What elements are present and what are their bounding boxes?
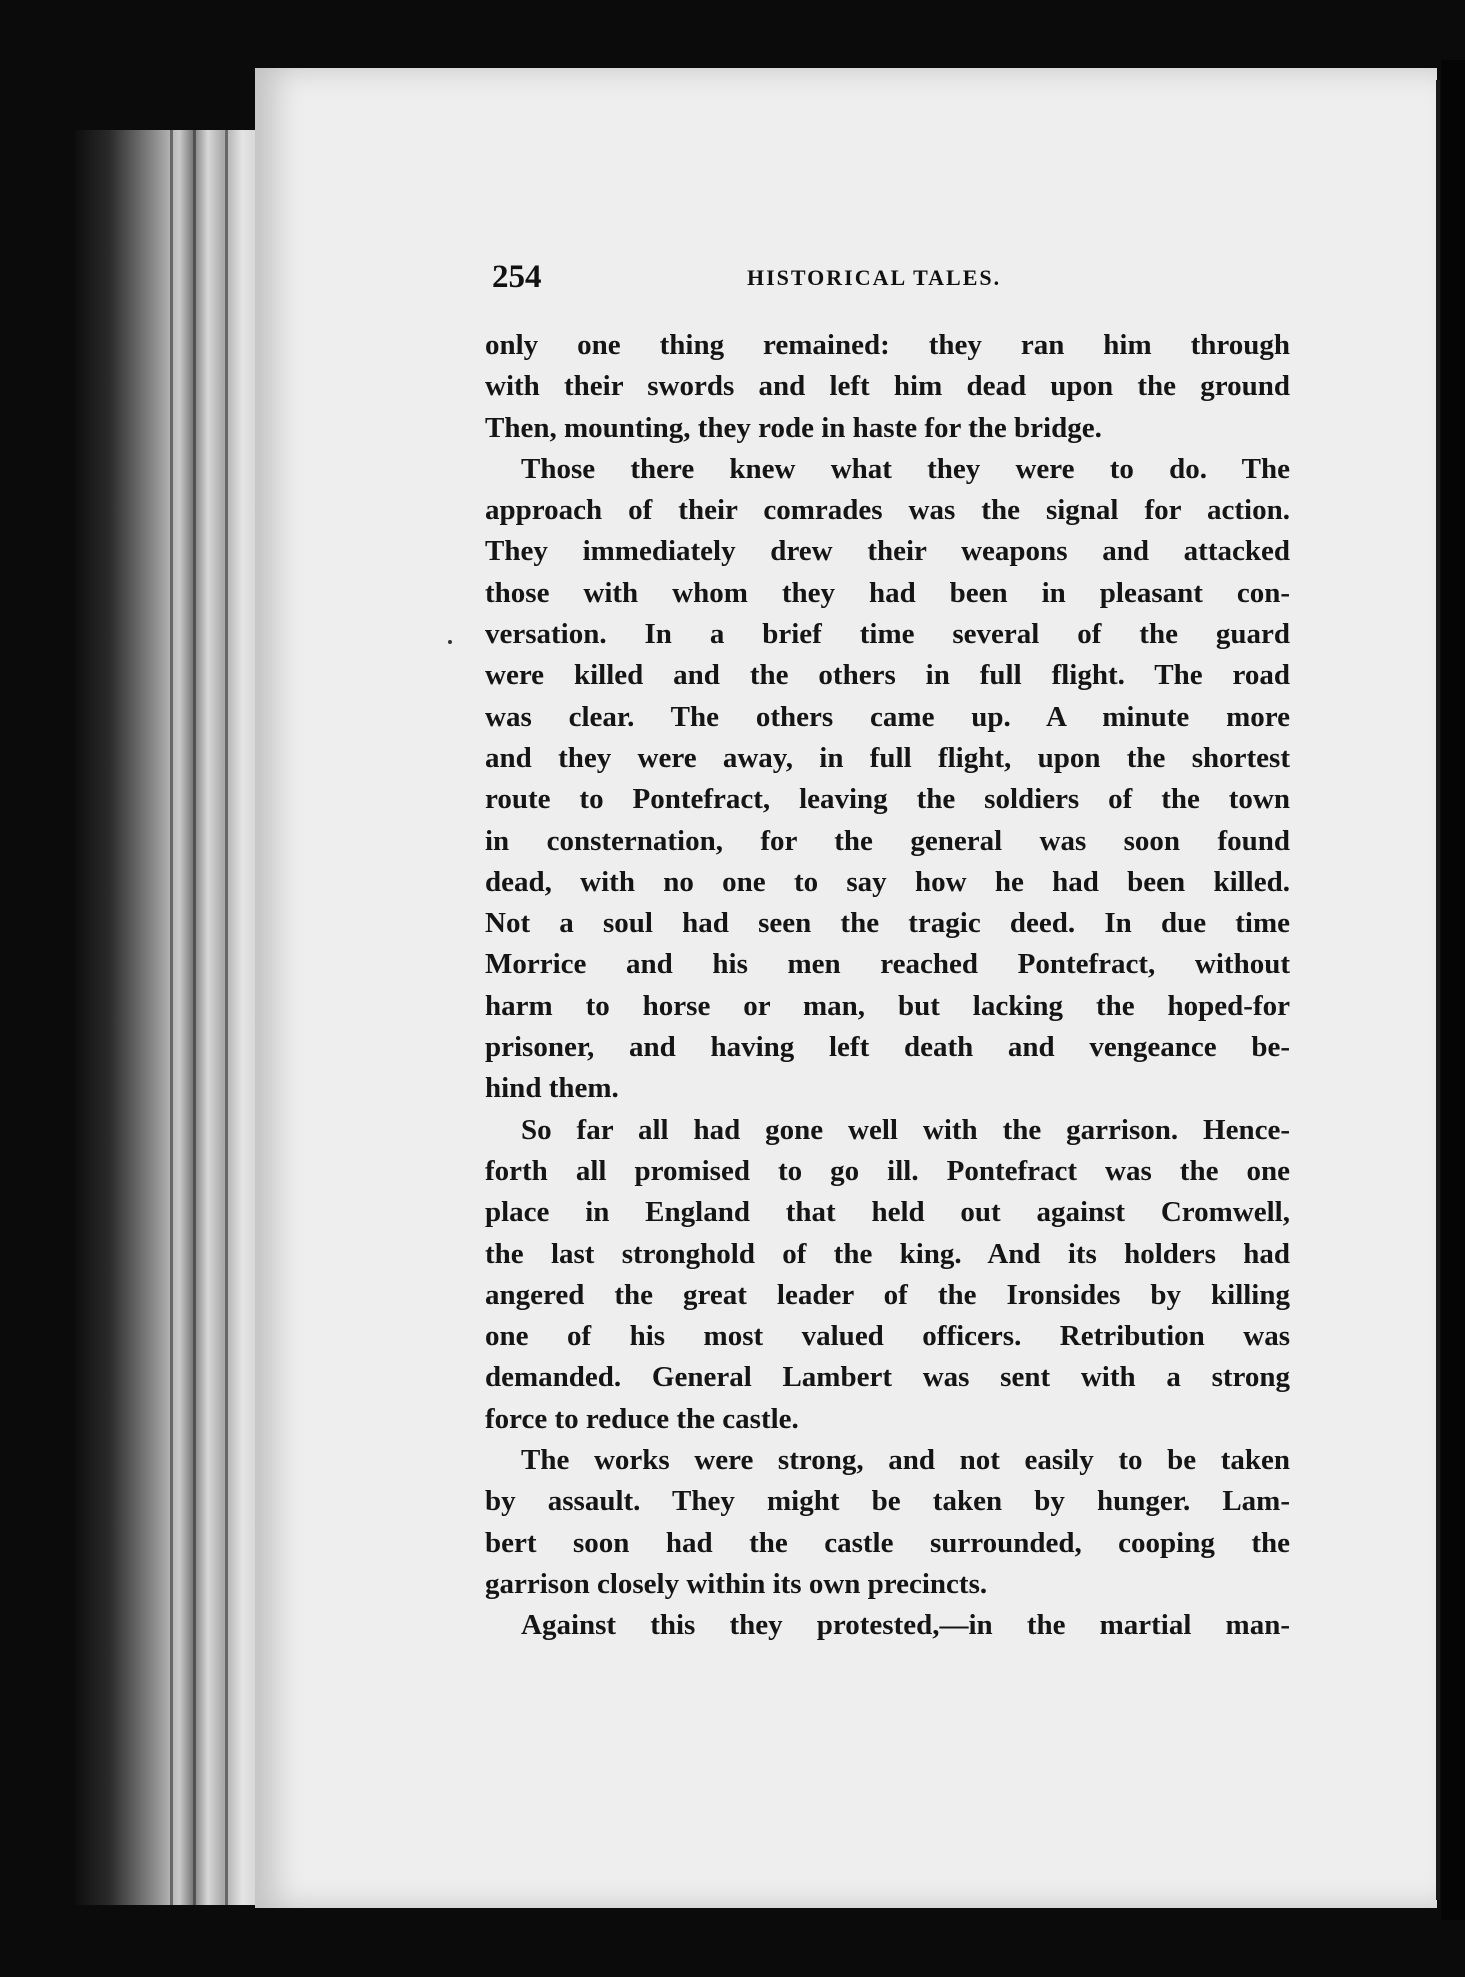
page-header: [492, 255, 1292, 299]
page-right-edge: [1441, 60, 1465, 1920]
text-line: So far all had gone well with the garrison. Hence-: [521, 1113, 1290, 1146]
text-line: Not a soul had seen the tragic deed. In due time: [485, 907, 1290, 940]
text-line: demanded. General Lambert was sent with a strong: [485, 1361, 1290, 1394]
running-head: HISTORICAL TALES.: [747, 265, 1002, 290]
text-line: force to reduce the castle.: [485, 1402, 799, 1435]
text-line: They immediately drew their weapons and attacked: [485, 535, 1290, 568]
ink-speck: [448, 640, 452, 644]
text-line: bert soon had the castle surrounded, cooping the: [485, 1526, 1290, 1559]
text-line: Morrice and his men reached Pontefract, without: [485, 948, 1290, 981]
text-line: in consternation, for the general was soon found: [485, 824, 1290, 857]
body-text: [485, 325, 1290, 1647]
text-line: harm to horse or man, but lacking the hoped-for: [485, 989, 1290, 1022]
page-edge-line: [1436, 80, 1440, 1900]
text-line: approach of their comrades was the signal for action.: [485, 494, 1290, 527]
text-line: hind them.: [485, 1072, 619, 1105]
text-line: versation. In a brief time several of the guard: [485, 618, 1290, 651]
text-line: the last stronghold of the king. And its holders had: [485, 1237, 1290, 1270]
text-line: with their swords and left him dead upon the ground: [485, 370, 1290, 403]
text-line: forth all promised to go ill. Pontefract was the one: [485, 1154, 1290, 1187]
book-spine-gutter: [75, 130, 265, 1905]
text-line: Then, mounting, they rode in haste for the bridge.: [485, 411, 1102, 444]
text-line: Against this they protested,—in the martial man-: [521, 1609, 1290, 1642]
text-line: was clear. The others came up. A minute more: [485, 700, 1290, 733]
gutter-line: [193, 130, 196, 1905]
text-line: route to Pontefract, leaving the soldiers of the town: [485, 783, 1290, 816]
gutter-line: [225, 130, 228, 1905]
text-line: garrison closely within its own precincts.: [485, 1567, 988, 1600]
page-number: 254: [492, 259, 542, 295]
text-line: Those there knew what they were to do. The: [521, 452, 1290, 485]
text-line: one of his most valued officers. Retribution was: [485, 1320, 1290, 1353]
text-line: and they were away, in full flight, upon the shortest: [485, 741, 1290, 774]
text-line: only one thing remained: they ran him through: [485, 329, 1290, 361]
text-line: by assault. They might be taken by hunger. Lam-: [485, 1485, 1290, 1518]
text-line: angered the great leader of the Ironsides by killing: [485, 1278, 1290, 1311]
text-line: The works were strong, and not easily to be taken: [521, 1444, 1290, 1477]
gutter-line: [170, 130, 173, 1905]
text-line: were killed and the others in full flight. The road: [485, 659, 1290, 692]
text-line: dead, with no one to say how he had been killed.: [485, 865, 1290, 898]
text-line: place in England that held out against Cromwell,: [485, 1196, 1290, 1229]
text-line: prisoner, and having left death and vengeance be-: [485, 1031, 1290, 1064]
text-line: those with whom they had been in pleasant con-: [485, 576, 1290, 609]
